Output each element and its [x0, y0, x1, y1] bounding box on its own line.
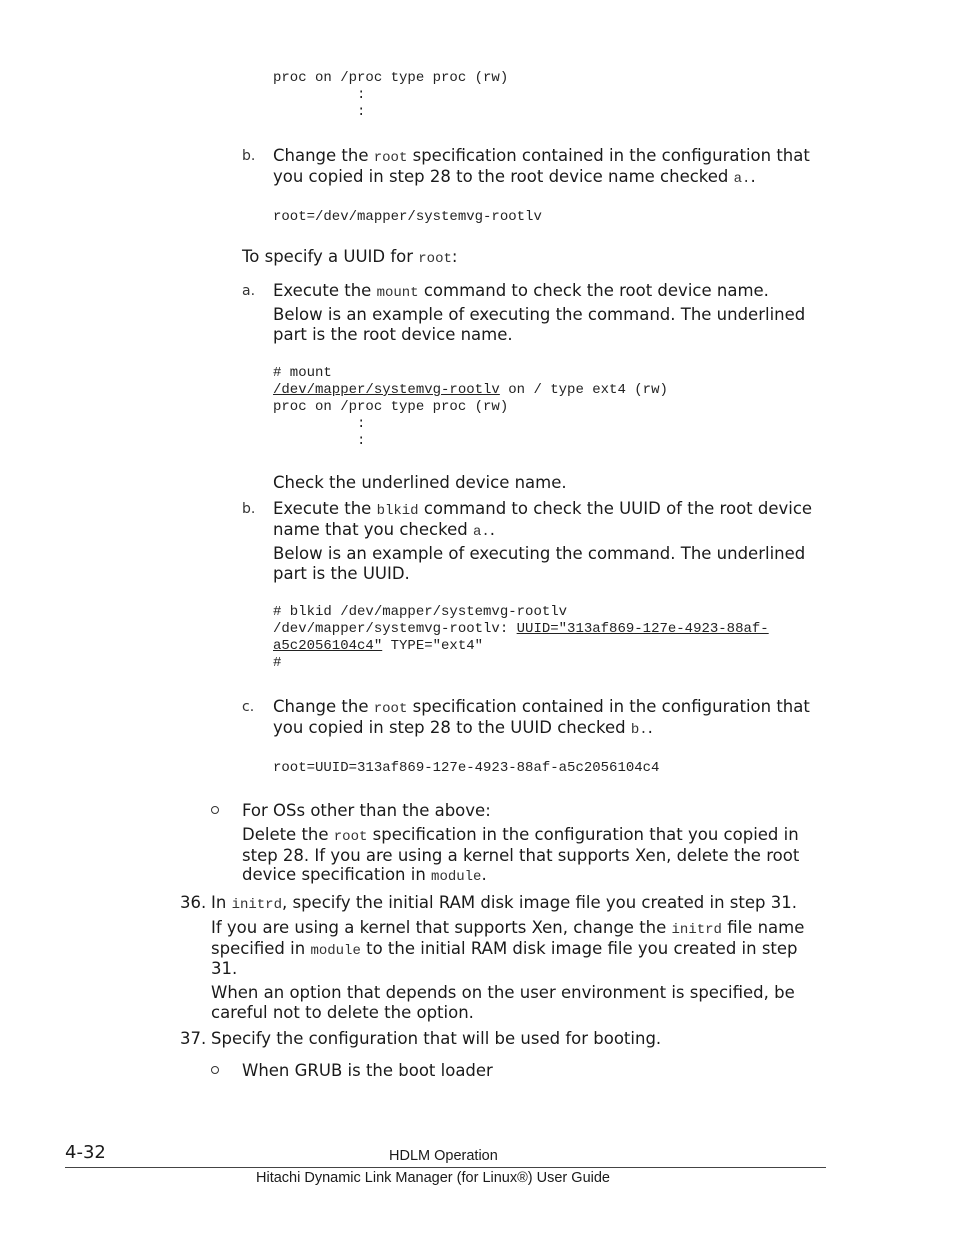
paragraph: part is the root device name. [273, 325, 513, 344]
paragraph: When an option that depends on the user environment is specified, be [211, 983, 795, 1002]
paragraph: careful not to delete the option. [211, 1003, 474, 1022]
paragraph: If you are using a kernel that supports Xen, change the initrd file name [211, 918, 805, 938]
paragraph: name that you checked a.. [273, 520, 496, 540]
bullet-circle-icon [211, 1066, 219, 1074]
paragraph: Specify the configuration that will be used for booting. [211, 1029, 662, 1048]
paragraph: Change the root specification contained in the configuration that [273, 146, 810, 166]
paragraph: Below is an example of executing the command. The underlined [273, 544, 806, 563]
page-number: 4-32 [65, 1142, 106, 1163]
list-marker: 36. [180, 893, 207, 912]
list-marker: b. [242, 501, 256, 517]
list-marker: c. [242, 699, 255, 715]
footer-divider [65, 1167, 826, 1168]
footer-title: Hitachi Dynamic Link Manager (for Linux®) User Guide [256, 1170, 610, 1186]
paragraph: part is the UUID. [273, 564, 410, 583]
paragraph: you copied in step 28 to the UUID checked b.. [273, 718, 653, 738]
code-block: root=/dev/mapper/systemvg-rootlv [273, 209, 542, 225]
paragraph: For OSs other than the above: [242, 801, 491, 820]
paragraph: In initrd, specify the initial RAM disk image file you created in step 31. [211, 893, 797, 913]
code-block: proc on /proc type proc (rw) : : [273, 70, 509, 120]
paragraph: To specify a UUID for root: [242, 247, 458, 267]
paragraph: step 28. If you are using a kernel that supports Xen, delete the root [242, 846, 800, 865]
paragraph: device specification in module. [242, 865, 487, 885]
paragraph: Check the underlined device name. [273, 473, 567, 492]
list-marker: 37. [180, 1029, 207, 1048]
paragraph: Delete the root specification in the configuration that you copied in [242, 825, 799, 845]
paragraph: 31. [211, 959, 238, 978]
paragraph: Execute the blkid command to check the UUID of the root device [273, 499, 813, 519]
list-marker: b. [242, 148, 256, 164]
code-block: root=UUID=313af869-127e-4923-88af-a5c2056104c4 [273, 760, 660, 776]
code-block: # mount /dev/mapper/systemvg-rootlv on / type ext4 (rw) proc on /proc type proc (rw) : : [273, 365, 668, 449]
paragraph: Execute the mount command to check the root device name. [273, 281, 769, 301]
bullet-circle-icon [211, 806, 219, 814]
footer-section: HDLM Operation [389, 1148, 498, 1164]
paragraph: specified in module to the initial RAM disk image file you created in step [211, 939, 798, 959]
paragraph: Change the root specification contained in the configuration that [273, 697, 810, 717]
paragraph: Below is an example of executing the command. The underlined [273, 305, 806, 324]
paragraph: When GRUB is the boot loader [242, 1061, 493, 1080]
list-marker: a. [242, 283, 256, 299]
paragraph: you copied in step 28 to the root device name checked a.. [273, 167, 756, 187]
code-block: # blkid /dev/mapper/systemvg-rootlv /dev/mapper/systemvg-rootlv: UUID="313af869-127e-4923-88af- a5c2056104c4" TYPE="ext4" # [273, 604, 769, 671]
